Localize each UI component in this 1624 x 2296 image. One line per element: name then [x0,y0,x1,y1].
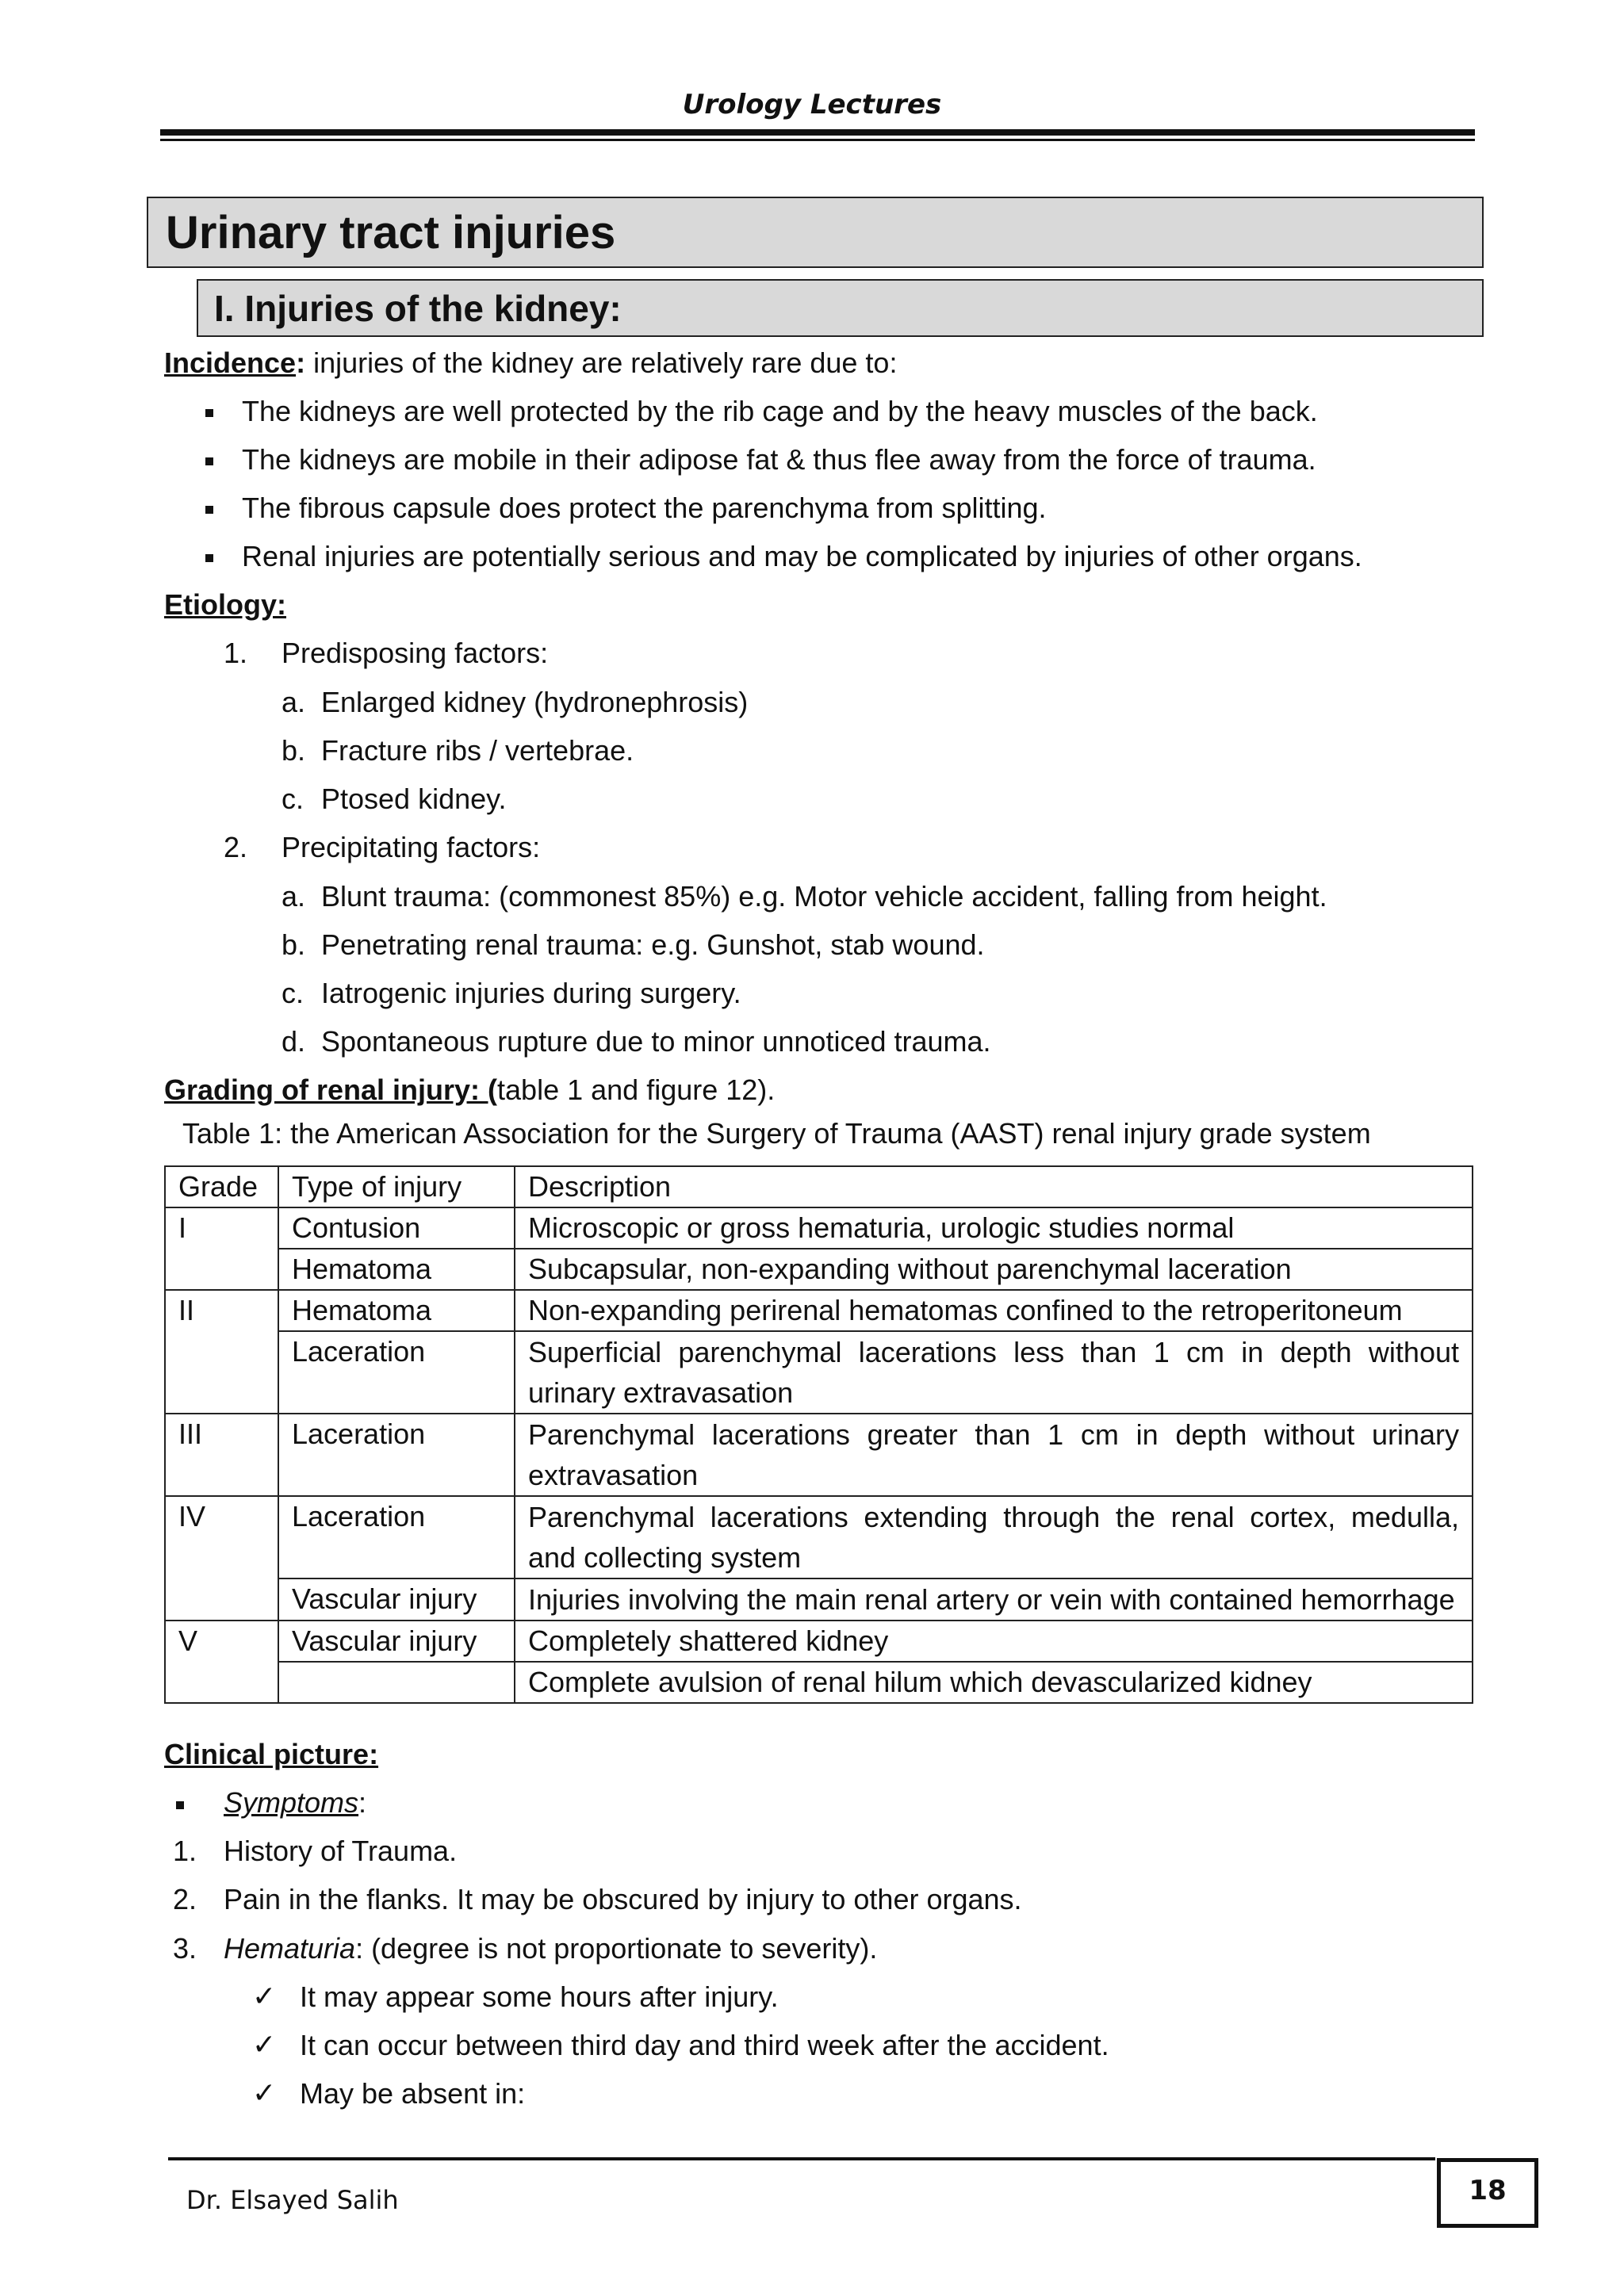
list-letter: c. [282,783,304,815]
table-row [165,1578,1473,1621]
table-row [165,1662,1473,1703]
type-cell: Contusion [278,1207,515,1249]
list-letter: c. [282,977,304,1009]
description-cell: Parenchymal lacerations extending through the renal cortex, medulla, and collecting system [515,1496,1473,1578]
hematuria-text: : (degree is not proportionate to severity). [355,1932,878,1965]
description-cell: Complete avulsion of renal hilum which devascularized kidney [515,1662,1473,1703]
symptoms-colon: : [358,1786,367,1819]
grade-cell: IV [165,1496,278,1621]
table-row [165,1207,1473,1249]
table-row [165,1290,1473,1331]
list-number: 2. [224,831,248,863]
table-header-cell: Grade [165,1166,278,1207]
description-cell: Completely shattered kidney [515,1621,1473,1662]
hematuria-term: Hematuria [224,1932,356,1965]
etiology-group-label: Precipitating factors: [282,831,541,863]
etiology-item: Fracture ribs / vertebrae. [321,734,634,767]
square-bullet-icon [205,554,213,562]
table-row [165,1621,1473,1662]
aast-grade-table [164,1165,1473,1704]
grade-cell: I [165,1207,278,1290]
checkmark-icon: ✓ [252,2077,277,2110]
grade-cell: III [165,1414,278,1496]
list-letter: b. [282,928,306,961]
grade-cell: II [165,1290,278,1414]
etiology-item: Ptosed kidney. [321,783,507,815]
footer-rule [168,2157,1435,2160]
table-row [165,1331,1473,1414]
type-cell: Vascular injury [278,1621,515,1662]
checked-item: It may appear some hours after injury. [300,1980,779,2013]
etiology-group-label: Predisposing factors: [282,637,549,669]
clinical-item [224,1931,877,1966]
incidence-text: injuries of the kidney are relatively rare due to: [305,346,898,379]
etiology-item: Penetrating renal trauma: e.g. Gunshot, stab wound. [321,928,985,961]
footer-author: Dr. Elsayed Salih [186,2185,399,2215]
type-cell: Hematoma [278,1249,515,1290]
section-title: I. Injuries of the kidney: [214,287,622,329]
table-header-cell: Type of injury [278,1166,515,1207]
header-rule-thin [160,139,1475,141]
table-row [165,1249,1473,1290]
running-header: Urology Lectures [682,89,942,121]
checked-item: It can occur between third day and third week after the accident. [300,2029,1109,2061]
etiology-item: Blunt trauma: (commonest 85%) e.g. Motor vehicle accident, falling from height. [321,880,1327,913]
description-cell: Superficial parenchymal lacerations less than 1 cm in depth without urinary extravasation [515,1331,1473,1414]
section-title-box [197,279,1484,337]
grade-cell: V [165,1621,278,1703]
table-row [165,1414,1473,1496]
table-header-cell: Description [515,1166,1473,1207]
list-letter: d. [282,1025,306,1058]
square-bullet-icon [205,409,213,417]
square-bullet-icon [176,1801,184,1809]
page-number: 18 [1437,2158,1538,2228]
table-row [165,1496,1473,1578]
grading-paragraph [164,1073,775,1108]
chapter-title-box [147,197,1484,268]
type-cell: Vascular injury [278,1578,515,1621]
incidence-bullet: Renal injuries are potentially serious and may be complicated by injuries of other organs. [242,540,1362,572]
grading-text: table 1 and figure 12). [497,1073,776,1106]
etiology-item: Spontaneous rupture due to minor unnoticed trauma. [321,1025,991,1058]
incidence-bullet: The kidneys are mobile in their adipose fat & thus flee away from the force of trauma. [242,443,1316,476]
description-cell: Injuries involving the main renal artery or vein with contained hemorrhage [515,1578,1473,1621]
grading-heading: Grading of renal injury: ( [164,1073,498,1106]
etiology-heading: Etiology: [164,588,286,621]
list-letter: a. [282,880,306,913]
list-number: 1. [224,637,248,669]
incidence-heading: Incidence [164,346,297,379]
incidence-bullet: The kidneys are well protected by the rib cage and by the heavy muscles of the back. [242,395,1318,427]
list-number: 1. [173,1835,197,1867]
checked-item: May be absent in: [300,2077,526,2110]
description-cell: Non-expanding perirenal hematomas confined to the retroperitoneum [515,1290,1473,1331]
type-cell [278,1662,515,1703]
etiology-item: Enlarged kidney (hydronephrosis) [321,686,749,718]
square-bullet-icon [205,457,213,465]
type-cell: Hematoma [278,1290,515,1331]
checkmark-icon: ✓ [252,1980,277,2013]
list-letter: a. [282,686,306,718]
clinical-heading: Clinical picture: [164,1738,379,1770]
type-cell: Laceration [278,1496,515,1578]
list-letter: b. [282,734,306,767]
table-header-row [165,1166,1473,1207]
description-cell: Microscopic or gross hematuria, urologic studies normal [515,1207,1473,1249]
list-number: 2. [173,1883,197,1915]
etiology-item: Iatrogenic injuries during surgery. [321,977,741,1009]
clinical-item: History of Trauma. [224,1835,458,1867]
type-cell: Laceration [278,1331,515,1414]
clinical-item: Pain in the flanks. It may be obscured by injury to other organs. [224,1883,1022,1915]
chapter-title: Urinary tract injuries [166,206,616,258]
incidence-paragraph [164,346,897,381]
incidence-colon: : [296,346,306,379]
symptoms-line [224,1785,366,1820]
square-bullet-icon [205,506,213,514]
header-rule [160,129,1475,136]
list-number: 3. [173,1932,197,1965]
description-cell: Parenchymal lacerations greater than 1 cm in depth without urinary extravasation [515,1414,1473,1496]
incidence-bullet: The fibrous capsule does protect the parenchyma from splitting. [242,492,1047,524]
type-cell: Laceration [278,1414,515,1496]
checkmark-icon: ✓ [252,2029,277,2061]
symptoms-label: Symptoms [224,1786,359,1819]
description-cell: Subcapsular, non-expanding without parenchymal laceration [515,1249,1473,1290]
table-caption: Table 1: the American Association for the Surgery of Trauma (AAST) renal injury grade system [182,1117,1371,1150]
